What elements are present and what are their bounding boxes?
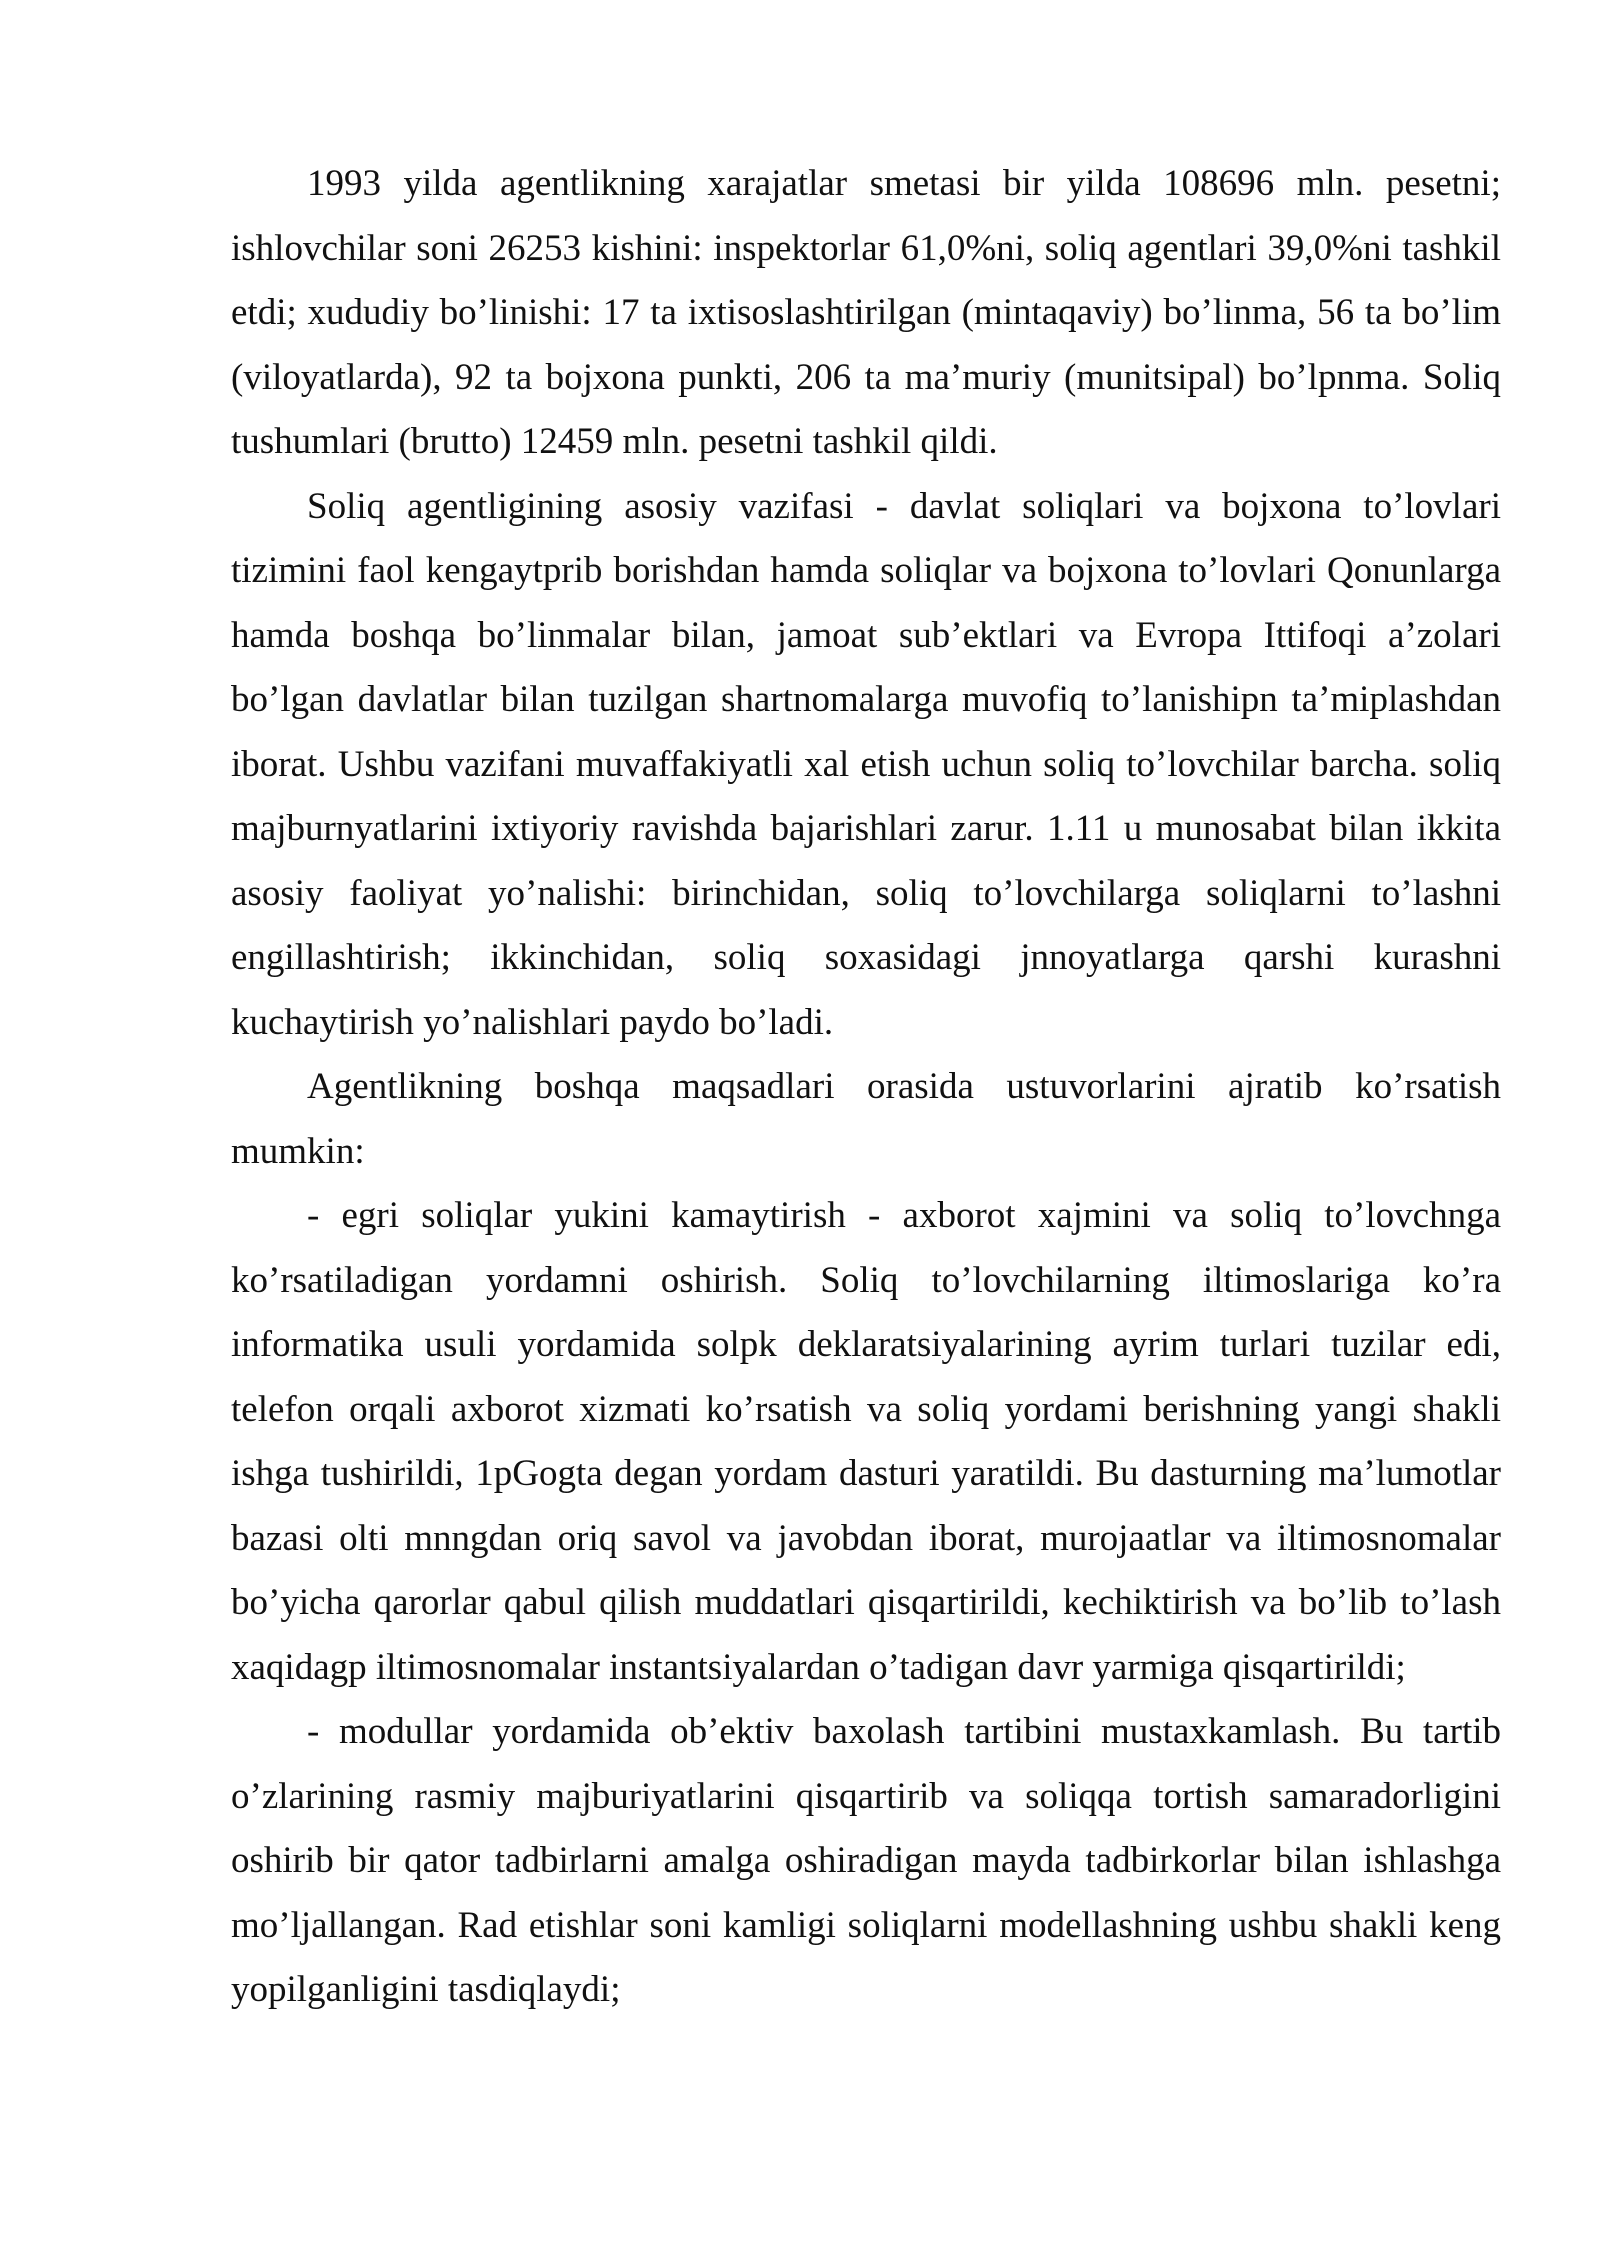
paragraph-other-goals: Agentlikning boshqa maqsadlari orasida ustuvorlarini ajratib ko’rsatish mumkin: bbox=[231, 1066, 1501, 1172]
paragraph-main-task: Soliq agentligining asosiy vazifasi - davlat soliqlari va bojxona to’lovlari tizimini faol kengaytprib borishdan hamda soliqlar va bojxona to’lovlari Qonunlarga hamda boshqa bo’linmalar bilan, jamoat sub’ektlari va Evropa Ittifoqi a’zolari bo’lgan davlatlar bilan tuzilgan shartnomalarga muvofiq to’lanishipn ta’miplashdan iborat. Ushbu vazifani muvaffakiyatli xal etish uchun soliq to’lovchilar barcha. soliq majburnyatlarini ixtiyoriy ravishda bajarishlari zarur. 1.11 u munosabat bilan ikkita asosiy faoliyat yo’nalishi: birinchidan, soliq to’lovchilarga soliqlarni to’lashni engillashtirish; ikkinchidan, soliq soxasidagi jnnoyatlarga qarshi kurashni kuchaytirish yo’nalishlari paydo bo’ladi. bbox=[231, 485, 1501, 1043]
paragraph-budget-and-staff: 1993 yilda agentlikning xarajatlar smetasi bir yilda 108696 mln. pesetni; ishlovchilar soni 26253 kishini: inspektorlar 61,0%ni, soliq agentlari 39,0%ni tashkil etdi; xududiy bo’linishi: 17 ta ixtisoslashtirilgan (mintaqaviy) bo’linma, 56 ta bo’lim (viloyatlarda), 92 ta bojxona punkti, 206 ta ma’muriy (munitsipal) bo’lpnma. Soliq tushumlari (brutto) 12459 mln. pesetni tashkil qildi. bbox=[231, 163, 1501, 462]
list-item-modules-assessment: - modullar yordamida ob’ektiv baxolash tartibini mustaxkamlash. Bu tartib o’zlarining rasmiy majburiyatlarini qisqartirib va soliqqa tortish samaradorligini oshirib bir qator tadbirlarni amalga oshiradigan mayda tadbirkorlar bilan ishlashga mo’ljallangan. Rad etishlar soni kamligi soliqlarni modellashning ushbu shakli keng yopilganligini tasdiqlaydi; bbox=[231, 1711, 1501, 2010]
document-body bbox=[231, 152, 1501, 2023]
list-item-indirect-taxes: - egri soliqlar yukini kamaytirish - axborot xajmini va soliq to’lovchnga ko’rsatiladigan yordamni oshirish. Soliq to’lovchilarning iltimoslariga ko’ra informatika usuli yordamida solpk deklaratsiyalarining ayrim turlari tuzilar edi, telefon orqali axborot xizmati ko’rsatish va soliq yordami berishning yangi shakli ishga tushirildi, 1pGogta degan yordam dasturi yaratildi. Bu dasturning ma’lumotlar bazasi olti mnngdan oriq savol va javobdan iborat, murojaatlar va iltimosnomalar bo’yicha qarorlar qabul qilish muddatlari qisqartirildi, kechiktirish va bo’lib to’lash xaqidagp iltimosnomalar instantsiyalardan o’tadigan davr yarmiga qisqartirildi; bbox=[231, 1195, 1501, 1688]
